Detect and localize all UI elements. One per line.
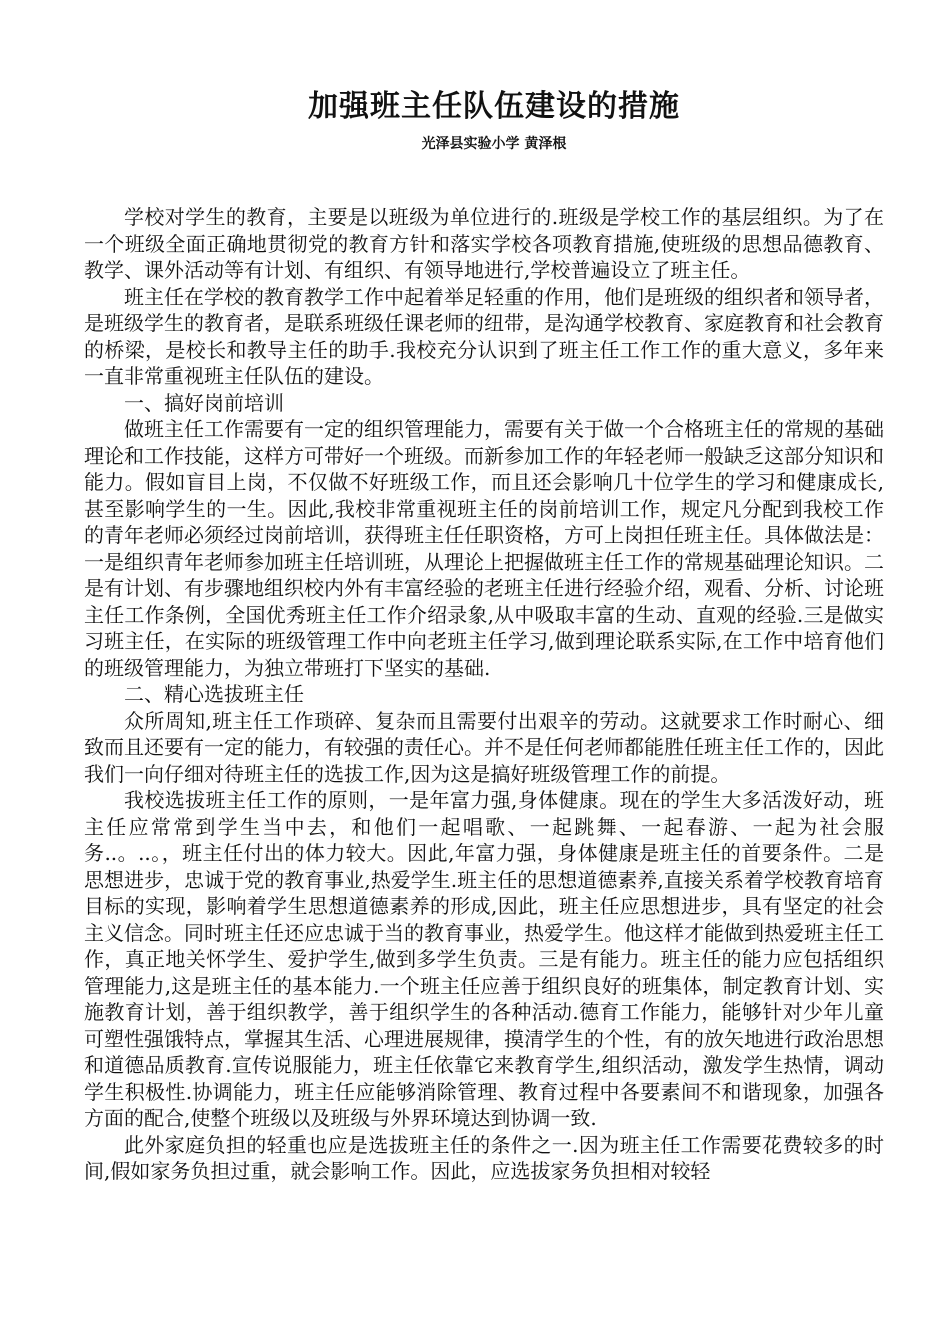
paragraph: 做班主任工作需要有一定的组织管理能力，需要有关于做一个合格班主任的常规的基础理论和工作技能，这样方可带好一个班级。而新参加工作的年轻老师一般缺乏这部分知识和能力。假如盲目上岗，不仅做不好班级工作，而且还会影响几十位学生的学习和健康成长,甚至影响学生的一生。因此,我校非常重视班主任的岗前培训工作，规定凡分配到我校工作的青年老师必须经过岗前培训，获得班主任任职资格，方可上岗担任班主任。具体做法是：一是组织青年老师参加班主任培训班，从理论上把握做班主任工作的常规基础理论知识。二是有计划、有步骤地组织校内外有丰富经验的老班主任进行经验介绍，观看、分析、讨论班主任工作条例，全国优秀班主任工作介绍录象,从中吸取丰富的生动、直观的经验.三是做实习班主任，在实际的班级管理工作中向老班主任学习,做到理论联系实际,在工作中培育他们的班级管理能力，为独立带班打下坚实的基础. [84, 417, 884, 680]
section-heading: 二、精心选拔班主任 [124, 682, 304, 706]
paragraph: 班主任在学校的教育教学工作中起着举足轻重的作用，他们是班级的组织者和领导者，是班级学生的教育者，是联系班级任课老师的纽带，是沟通学校教育、家庭教育和社会教育的桥梁，是校长和教导主任的助手.我校充分认识到了班主任工作工作的重大意义，多年来一直非常重视班主任队伍的建设。 [84, 284, 884, 388]
author-line: 光泽县实验小学 黄泽根 [421, 136, 567, 152]
paragraph: 此外家庭负担的轻重也应是选拔班主任的条件之一.因为班主任工作需要花费较多的时间,假如家务负担过重，就会影响工作。因此，应选拔家务负担相对较轻 [84, 1132, 884, 1183]
document-body [84, 204, 884, 1185]
document-title: 加强班主任队伍建设的措施 [308, 89, 680, 124]
paragraph: 学校对学生的教育，主要是以班级为单位进行的.班级是学校工作的基层组织。为了在一个班级全面正确地贯彻党的教育方针和落实学校各项教育措施,使班级的思想品德教育、教学、课外活动等有计划、有组织、有领导地进行,学校普遍设立了班主任。 [84, 205, 884, 282]
paragraph: 众所周知,班主任工作琐碎、复杂而且需要付出艰辛的劳动。这就要求工作时耐心、细致而且还要有一定的能力，有较强的责任心。并不是任何老师都能胜任班主任工作的，因此我们一向仔细对待班主任的选拔工作,因为这是搞好班级管理工作的前提。 [84, 708, 884, 786]
paragraph: 我校选拔班主任工作的原则，一是年富力强,身体健康。现在的学生大多活泼好动，班主任应常常到学生当中去，和他们一起唱歌、一起跳舞、一起春游、一起为社会服务..。..。，班主任付出的体力较大。因此,年富力强，身体健康是班主任的首要条件。二是思想进步，忠诚于党的教育事业,热爱学生.班主任的思想道德素养,直接关系着学校教育培育目标的实现，影响着学生思想道德素养的形成,因此，班主任应思想进步，具有坚定的社会主义信念。同时班主任还应忠诚于当的教育事业，热爱学生。他这样才能做到热爱班主任工作，真正地关怀学生、爱护学生,做到多学生负责。三是有能力。班主任的能力应包括组织管理能力,这是班主任的基本能力.一个班主任应善于组织良好的班集体，制定教育计划、实施教育计划，善于组织教学，善于组织学生的各种活动.德育工作能力，能够针对少年儿童可塑性强饿特点，掌握其生活、心理进展规律，摸清学生的个性，有的放矢地进行政治思想和道德品质教育.宣传说服能力，班主任依靠它来教育学生,组织活动，激发学生热情，调动学生积极性.协调能力，班主任应能够消除管理、教育过程中各要素间不和谐现象，加强各方面的配合,使整个班级以及班级与外界环境达到协调一致. [84, 788, 884, 1130]
section-heading: 一、搞好岗前培训 [124, 390, 284, 415]
